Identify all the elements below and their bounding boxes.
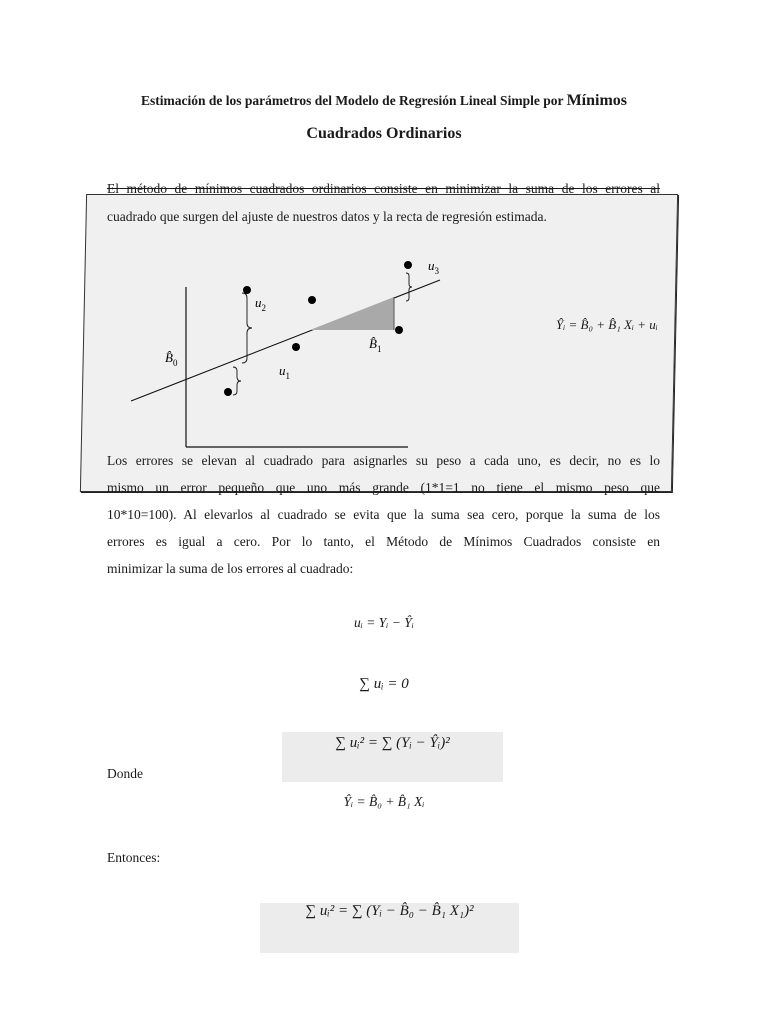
label-b0: $B̂_0$ <box>165 350 178 368</box>
data-point <box>243 286 251 294</box>
title-text: Estimación de los parámetros del Modelo de Regresión Lineal Simple por <box>140 93 567 108</box>
slope-triangle <box>310 297 394 330</box>
label-u2: $u_2$ <box>255 295 266 313</box>
data-point <box>224 388 232 396</box>
document-title-line-1 <box>0 92 768 110</box>
equation-fitted: Ŷᵢ = B̂₀ + B̂₁ Xᵢ <box>343 794 425 809</box>
label-donde: Donde <box>107 766 143 781</box>
body-line-5: minimizar la suma de los errores al cuadrado: <box>107 561 354 576</box>
equation-sum-squares-expanded: ∑ uᵢ² = ∑ (Yᵢ − B̂₀ − B̂₁ X₁)² <box>305 903 474 919</box>
data-point <box>292 343 300 351</box>
title-text-emphasis: Mínimos <box>566 92 628 109</box>
data-point <box>404 261 412 269</box>
equation-sum-squares: ∑ uᵢ² = ∑ (Yᵢ − Ŷᵢ)² <box>335 735 450 751</box>
body-line-4: errores es igual a cero. Por lo tanto, el Método de Mínimos Cuadrados consiste en <box>107 534 660 549</box>
label-u3: $u_3$ <box>428 258 439 276</box>
regression-diagram <box>120 250 460 455</box>
equation-residual: uᵢ = Yᵢ − Ŷᵢ <box>354 615 414 630</box>
label-b1: $B̂_1$ <box>369 336 382 354</box>
label-entonces: Entonces: <box>107 850 161 865</box>
error-bracket-u2 <box>242 293 252 363</box>
data-point <box>308 296 316 304</box>
intro-line-2: cuadrado que surgen del ajuste de nuestros datos y la recta de regresión estimada. <box>107 209 547 224</box>
intro-line-1: El método de mínimos cuadrados ordinarios consiste en minimizar la suma de los errores al <box>107 181 660 196</box>
body-line-3: 10*10=100). Al elevarlos al cuadrado se evita que la suma sea cero, porque la suma de los <box>107 507 660 522</box>
model-equation: Ŷᵢ = B̂₀ + B̂₁ Xᵢ + uᵢ <box>556 317 658 332</box>
data-point <box>395 326 403 334</box>
label-u1: $u_1$ <box>279 363 290 381</box>
equation-sum-residuals: ∑ uᵢ = 0 <box>359 676 409 692</box>
error-bracket-lower <box>233 367 241 395</box>
body-line-2: mismo un error pequeño que uno más grande (1*1=1 no tiene el mismo peso que <box>107 480 660 495</box>
error-bracket-u3 <box>406 273 412 301</box>
body-line-1: Los errores se elevan al cuadrado para asignarles su peso a cada uno, es decir, no es lo <box>107 453 660 468</box>
document-title-line-2: Cuadrados Ordinarios <box>306 125 462 142</box>
